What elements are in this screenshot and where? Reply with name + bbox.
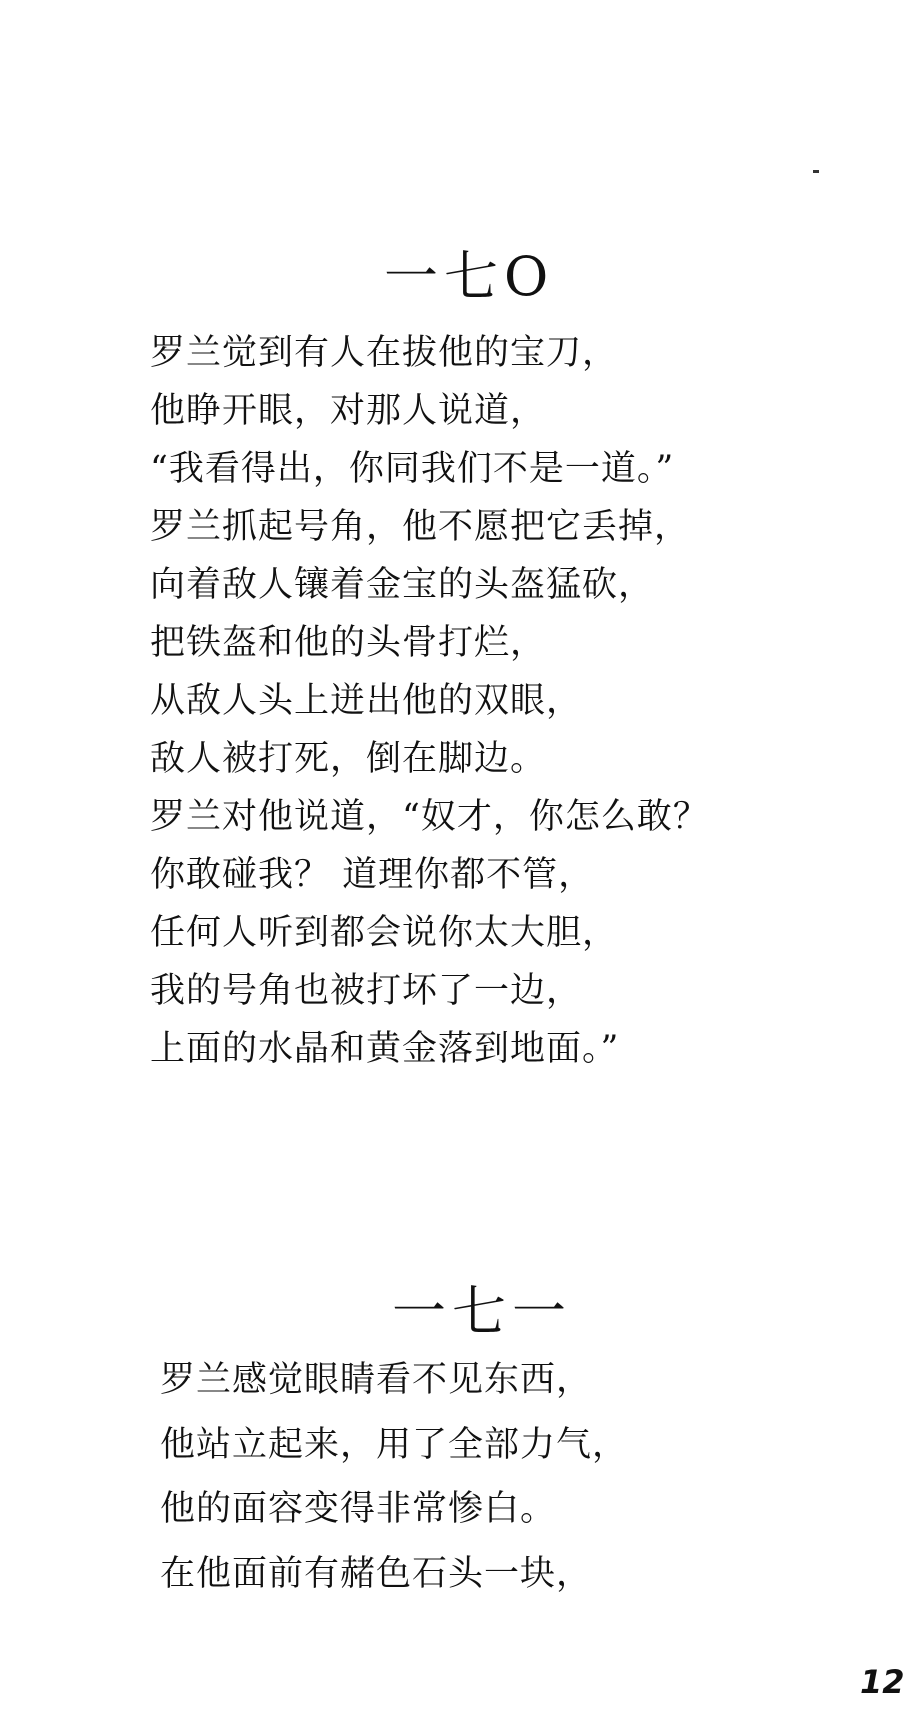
verse-line: 上面的水晶和黄金落到地面。” <box>150 1029 620 1069</box>
verse-line: 从敌人头上迸出他的双眼， <box>150 681 583 721</box>
verse-line: 我的号角也被打坏了一边， <box>150 971 583 1011</box>
verse-line: 你敢碰我？ 道理你都不管， <box>150 855 595 895</box>
verse-line: 罗兰对他说道，“奴才，你怎么敢？ <box>150 797 709 837</box>
verse-line: 任何人听到都会说你太大胆， <box>150 913 619 953</box>
stanza-number-171: 一七一 <box>392 1279 572 1343</box>
verse-line: 他站立起来，用了全部力气， <box>160 1424 629 1465</box>
stanza-171-verse <box>160 1348 628 1606</box>
verse-line: 罗兰觉到有人在拔他的宝刀， <box>150 333 619 373</box>
verse-line: 他睁开眼，对那人说道， <box>150 391 547 431</box>
stanza-number-170: 一七O <box>384 244 555 308</box>
stanza-170-verse <box>150 324 709 1078</box>
verse-line: 在他面前有赭色石头一块， <box>160 1553 593 1594</box>
page-number: 12 <box>860 1663 905 1701</box>
print-speck <box>813 170 819 173</box>
verse-line: 罗兰抓起号角，他不愿把它丢掉， <box>150 507 691 547</box>
verse-line: 把铁盔和他的头骨打烂， <box>150 623 547 663</box>
verse-line: 向着敌人镶着金宝的头盔猛砍， <box>150 565 655 605</box>
verse-line: 他的面容变得非常惨白。 <box>160 1489 557 1529</box>
verse-line: “我看得出，你同我们不是一道。” <box>150 449 675 489</box>
verse-line: 罗兰感觉眼睛看不见东西， <box>160 1360 593 1400</box>
verse-line: 敌人被打死，倒在脚边。 <box>150 739 547 779</box>
